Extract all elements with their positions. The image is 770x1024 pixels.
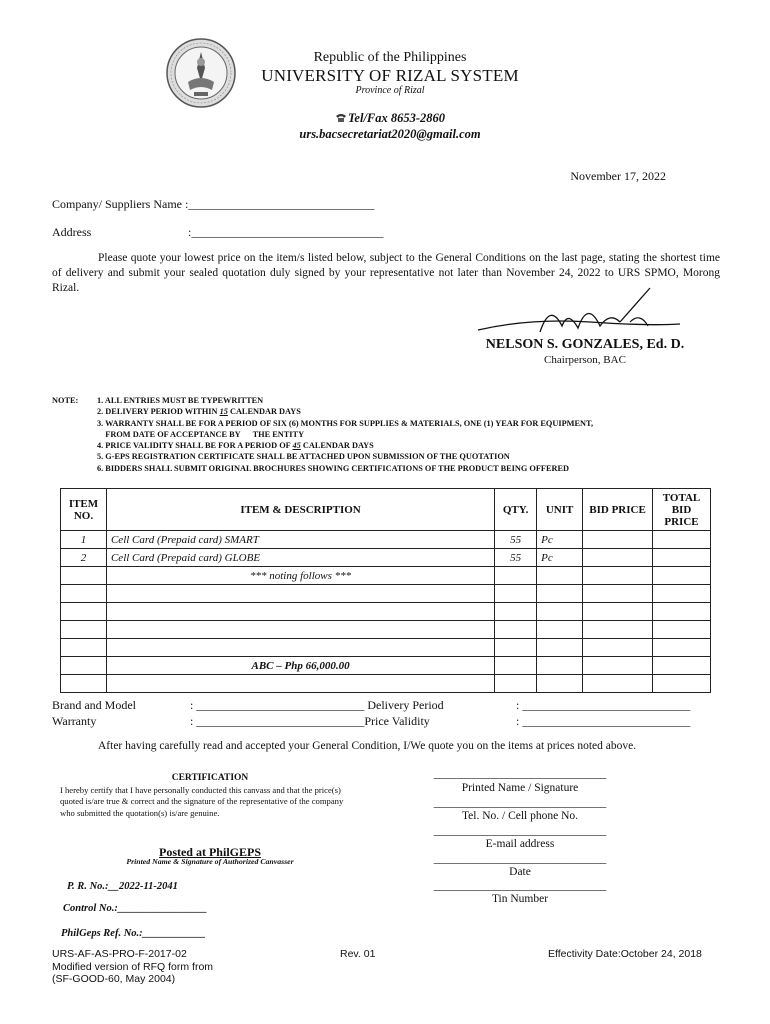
modified-note: Modified version of RFQ form from [52, 960, 214, 973]
header-item-no: ITEM NO. [61, 489, 107, 531]
table-header-row [61, 489, 711, 531]
table-row [61, 621, 711, 639]
signatory-name: NELSON S. GONZALES, Ed. D. [485, 337, 685, 352]
province-line: Province of Rizal [355, 85, 425, 96]
delivery-validity-lines [516, 697, 690, 729]
warranty-field: : ____________________________Price Validity [190, 714, 430, 728]
address-field: :________________________________ [188, 225, 384, 239]
note-list [97, 395, 737, 474]
document-date: November 17, 2022 [570, 169, 666, 183]
printed-name-line: ______________________________ [433, 768, 607, 780]
warranty-label: Warranty [52, 714, 97, 728]
email-line-blank: ______________________________ [433, 825, 607, 837]
philgeps-ref: PhilGeps Ref. No.:____________ [61, 928, 206, 939]
note-item: 2. DELIVERY PERIOD WITHIN 15 CALENDAR DAYS [97, 407, 301, 417]
note-item: 6. BIDDERS SHALL SUBMIT ORIGINAL BROCHURES SHOWING CERTIFICATIONS OF THE PRODUCT BEING OFFERED [97, 463, 570, 473]
republic-line: Republic of the Philippines [313, 50, 467, 65]
header-qty: QTY. [495, 489, 537, 531]
revision: Rev. 01 [340, 948, 376, 960]
tin-label: Tin Number [491, 893, 549, 905]
table-row [61, 585, 711, 603]
certification-title: CERTIFICATION [171, 773, 249, 783]
company-field: Company/ Suppliers Name :_______________________________ [52, 197, 375, 211]
phone-icon [335, 113, 347, 123]
note-item: FROM DATE OF ACCEPTANCE BY THE ENTITY [97, 429, 305, 439]
form-code: URS-AF-AS-PRO-F-2017-02 [52, 948, 187, 960]
header-unit: UNIT [537, 489, 583, 531]
brand-labels [52, 697, 136, 729]
email-label: E-mail address [485, 838, 555, 850]
effectivity-date: Effectivity Date:October 24, 2018 [548, 948, 702, 960]
control-number: Control No.:_________________ [63, 903, 208, 914]
items-table [60, 488, 711, 693]
email-line: urs.bacsecretariat2020@gmail.com [299, 127, 481, 141]
delivery-period-field: : ____________________________ [516, 698, 691, 712]
note-item: 3. WARRANTY SHALL BE FOR A PERIOD OF SIX (6) MONTHS FOR SUPPLIES & MATERIALS, ONE (1) YEAR FOR EQUIPMENT, [97, 418, 594, 428]
note-item: 5. G-EPS REGISTRATION CERTIFICATE SHALL BE ATTACHED UPON SUBMISSION OF THE QUOTATION [97, 452, 510, 462]
telfax-text: Tel/Fax 8653-2860 [347, 111, 446, 125]
signature-image [470, 282, 690, 342]
table-row [61, 639, 711, 657]
telfax-line [230, 111, 550, 126]
table-row [61, 657, 711, 675]
note-item: 4. PRICE VALIDITY SHALL BE FOR A PERIOD OF 45 CALENDAR DAYS [97, 441, 374, 451]
tin-line: ______________________________ [433, 880, 607, 892]
header-total-bid-price: TOTAL BID PRICE [653, 489, 711, 531]
note-label: NOTE: [52, 396, 79, 405]
canvasser-caption: Printed Name & Signature of Authorized Canvasser [126, 857, 294, 866]
posted-philgeps: Posted at PhilGEPS [158, 845, 261, 859]
brand-model-field: : ____________________________ Delivery Period [190, 698, 444, 712]
abc-amount: ABC – Php 66,000.00 [106, 657, 494, 675]
header-description: ITEM & DESCRIPTION [106, 489, 494, 531]
certification-body: I hereby certify that I have personally conducted this canvass and that the price(s) quoted is/are true & correct and the signature of the representative of the company who submitted the quotation(s) is/are genuine. [60, 785, 344, 818]
printed-name-label: Printed Name / Signature [461, 782, 579, 794]
tel-line: ______________________________ [433, 797, 607, 809]
table-row [61, 603, 711, 621]
brand-lines [190, 697, 444, 729]
brand-model-label: Brand and Model [52, 698, 136, 712]
signatory-title: Chairperson, BAC [544, 354, 626, 366]
price-validity-field: : ____________________________ [516, 714, 691, 728]
acceptance-statement: After having carefully read and accepted your General Condition, I/We quote you on the items at prices noted above. [98, 740, 637, 752]
header-bid-price: BID PRICE [583, 489, 653, 531]
table-row [61, 567, 711, 585]
footer-form-info [52, 948, 213, 986]
date-line: ______________________________ [433, 853, 607, 865]
tel-label: Tel. No. / Cell phone No. [461, 810, 579, 822]
table-row: 1 Cell Card (Prepaid card) SMART 55 Pc [61, 531, 711, 549]
table-row [61, 675, 711, 693]
note-item: 1. ALL ENTRIES MUST BE TYPEWRITTEN [97, 396, 264, 405]
sf-note: (SF-GOOD-60, May 2004) [52, 973, 176, 985]
address-label: Address [52, 225, 92, 239]
university-name: UNIVERSITY OF RIZAL SYSTEM [261, 66, 519, 85]
noting-follows: *** noting follows *** [106, 567, 494, 585]
date-label: Date [509, 866, 531, 878]
pr-number: P. R. No.:__2022-11-2041 [67, 881, 178, 892]
intro-text: Please quote your lowest price on the item/s listed below, subject to the General Conditions on the last page, stating the shortest time of delivery and submit your sealed quotation duly signed by your representative not later than November 24, 2022 to URS SPMO, Morong Rizal. [52, 252, 720, 294]
table-row: 2 Cell Card (Prepaid card) GLOBE 55 Pc [61, 549, 711, 567]
